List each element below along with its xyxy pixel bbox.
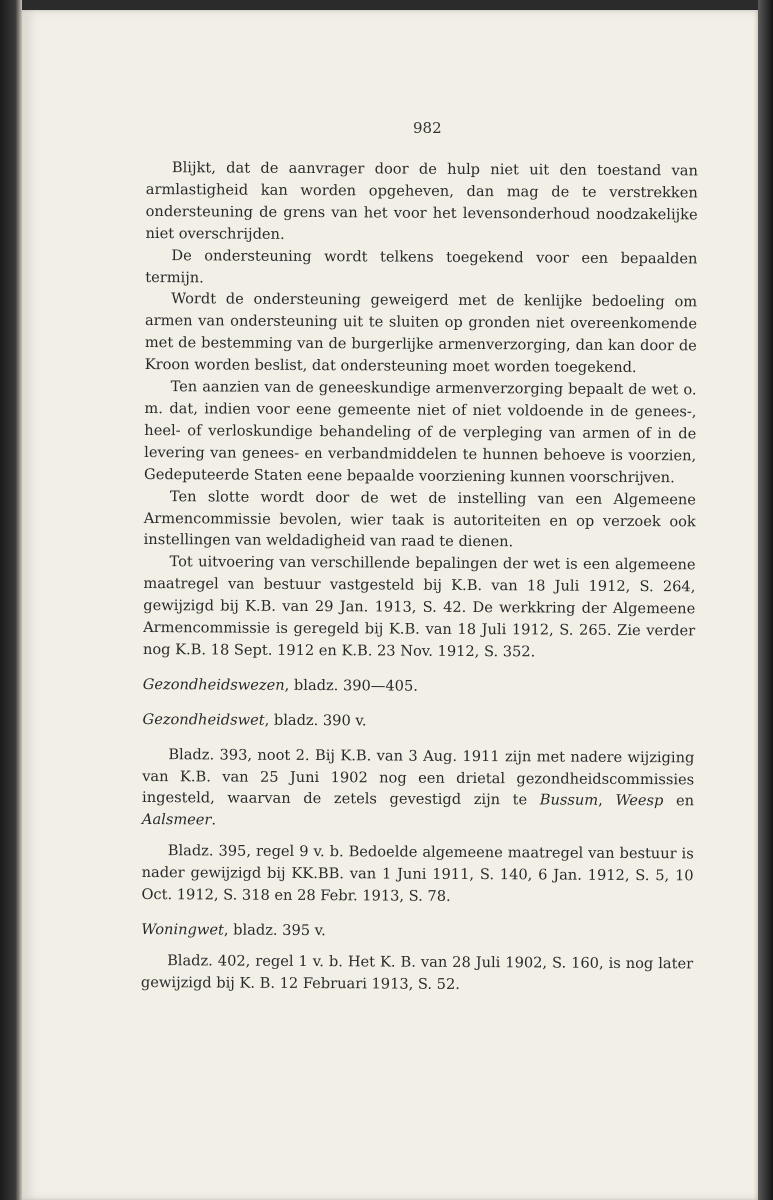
- heading-gezondheidswet-pages: , bladz. 390 v.: [264, 711, 367, 730]
- paragraph-armencommissie: Ten slotte wordt door de wet de instelling van een Algemeene Armencommissie bevolen, wier taak is autoriteiten en op verzoek ook instellingen van weldadigheid van raad te dienen.: [143, 487, 696, 551]
- heading-woningwet: [141, 919, 693, 944]
- note-393-and: en: [663, 792, 695, 810]
- heading-gezondheidswet-title: Gezondheidswet: [142, 710, 265, 729]
- heading-woningwet-pages: , bladz. 395 v.: [223, 921, 326, 940]
- note-bladz-395: Bladz. 395, regel 9 v. b. Bedoelde algemeene maatregel van bestuur is nader gewijzigd bij KK.BB. van 1 Juni 1911, S. 140, 6 Jan. 1912, S. 5, 10 Oct. 1912, S. 318 en 28 Febr. 1913, S. 78.: [141, 842, 694, 905]
- paragraph-kroon: Wordt de ondersteuning geweigerd met de kenlijke bedoeling om armen van ondersteuning uit te sluiten op gronden niet overeenkomende met de bestemming van de burgerlijke armenverzorging, dan kan door de Kroon worden beslist, dat ondersteuning moet worden toegekend.: [144, 290, 698, 377]
- paragraph-armlastigheid: Blijkt, dat de aanvrager door de hulp niet uit den toestand van armlastigheid kan worden opgeheven, dan mag de te verstrekken ondersteuning de grens van het voor het levensonderhoud noodzakelijke niet overschrijden.: [145, 159, 698, 243]
- heading-woningwet-title: Woningwet: [141, 920, 224, 939]
- page-number: 982: [413, 119, 442, 137]
- note-393-separator: ,: [598, 792, 616, 810]
- note-393-end: .: [211, 811, 217, 829]
- paragraph-uitvoering: Tot uitvoering van verschillende bepalingen der wet is een algemeene maatregel van bestuur vastgesteld bij K.B. van 18 Juli 1912, S. 264, gewijzigd bij K.B. van 29 Jan. 1913, S. 42. De werkkring der Algemeene Armencommissie is geregeld bij K.B. van 18 Juli 1912, S. 265. Zie verder nog K.B. 18 Sept. 1912 en K.B. 23 Nov. 1912, S. 352.: [142, 553, 696, 661]
- heading-gezondheidswet: [142, 709, 694, 734]
- heading-gezondheidswezen-pages: , bladz. 390—405.: [284, 676, 418, 695]
- book-right-edge: [758, 0, 773, 1200]
- place-bussum: Bussum: [539, 791, 599, 810]
- place-weesp: Weesp: [615, 792, 664, 810]
- book-binding-edge: [0, 0, 22, 1200]
- paragraph-geneeskundige-armenverzorging: Ten aanzien van de geneeskundige armenverzorging bepaalt de wet o. m. dat, indien voor eene gemeente niet of niet voldoende in de genees-, heel- of verloskundige behandeling of de verpleging van armen of in de levering van genees- en verbandmiddelen te hunnen behoeve is voorzien, Gedeputeerde Staten eene bepaalde voorziening kunnen voorschrijven.: [144, 378, 697, 486]
- page-body-text: [141, 157, 698, 997]
- place-aalsmeer: Aalsmeer: [141, 811, 212, 829]
- heading-gezondheidswezen-title: Gezondheidswezen: [142, 675, 285, 694]
- paragraph-termijn: De ondersteuning wordt telkens toegekend voor een bepaalden termijn.: [145, 246, 698, 286]
- note-bladz-402: Bladz. 402, regel 1 v. b. Het K. B. van 28 Juli 1902, S. 160, is nog later gewijzigd bij K. B. 12 Februari 1913, S. 52.: [140, 952, 694, 993]
- heading-gezondheidswezen: [143, 674, 695, 699]
- note-393-text: Bladz. 393, noot 2. Bij K.B. van 3 Aug. 1911 zijn met nadere wijziging van K.B. van 25 Juni 1902 nog een drietal gezondheidscommissies ingesteld, waarvan de zetels gevestigd zijn te: [142, 745, 695, 809]
- note-bladz-393: [142, 744, 695, 835]
